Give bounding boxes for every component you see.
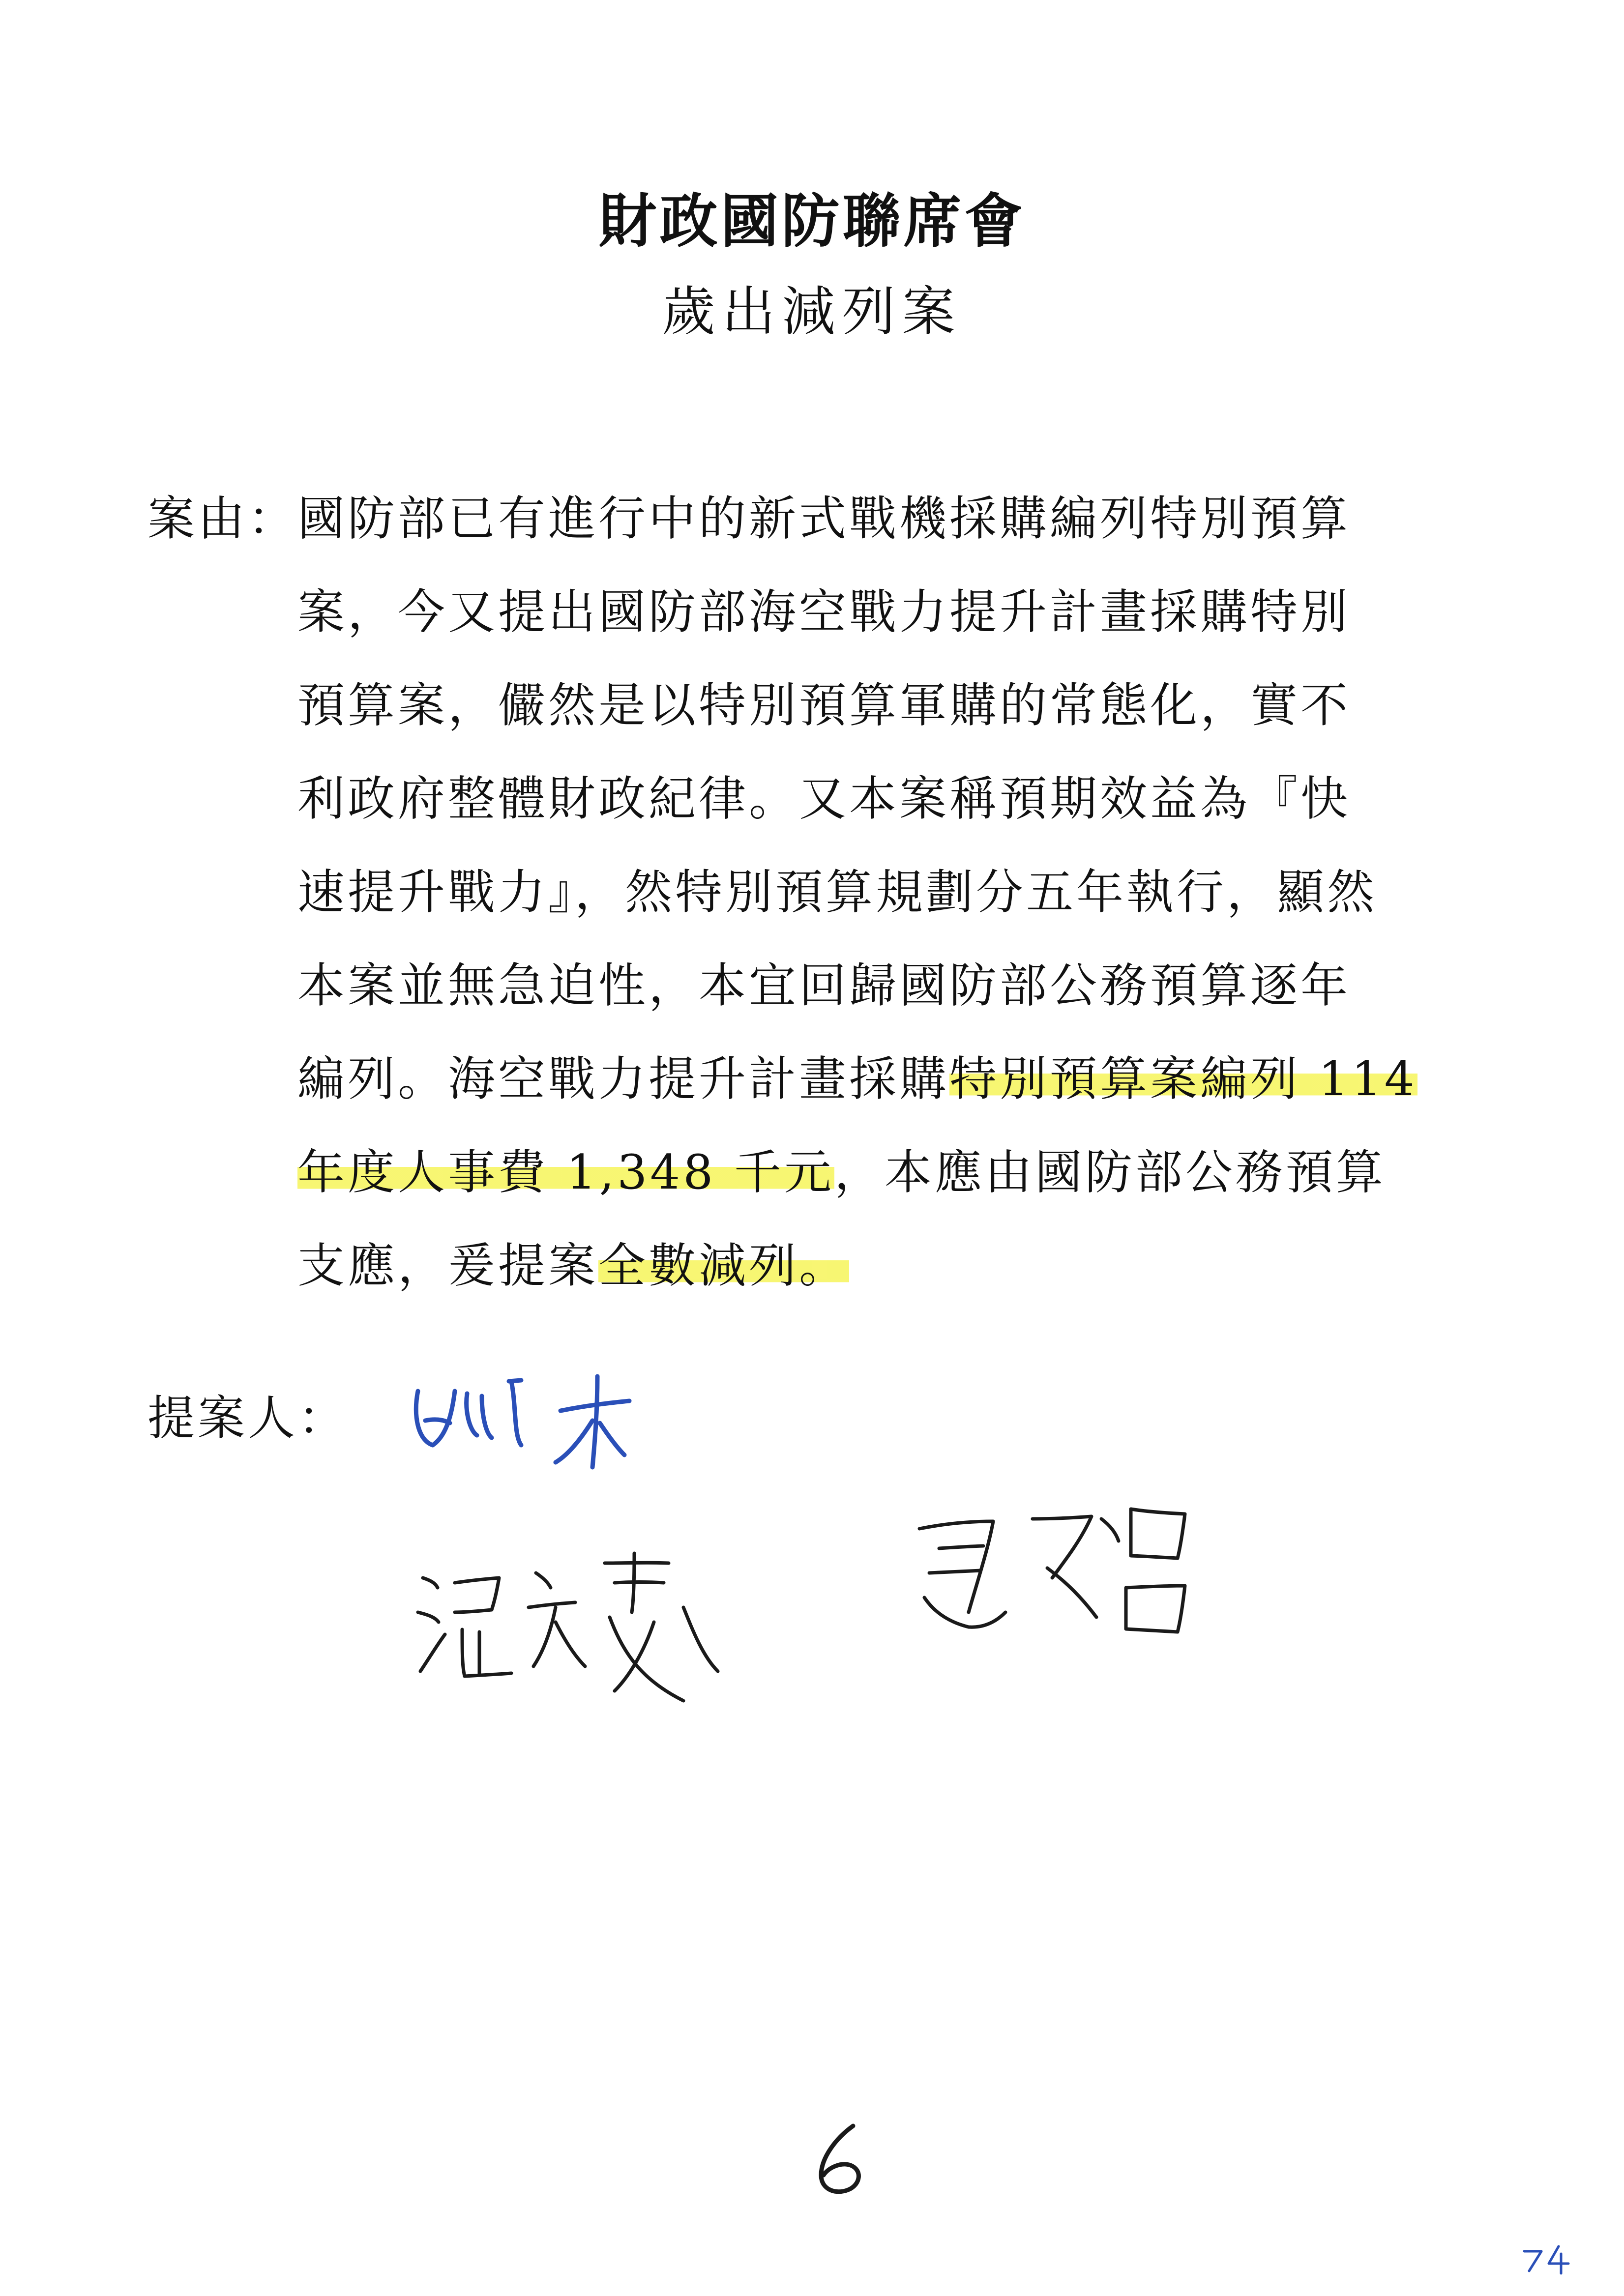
reason-text: 編列。海空戰力提升計畫採購 bbox=[297, 1051, 949, 1106]
signature-2 bbox=[408, 1543, 733, 1706]
reason-line-9 bbox=[297, 1239, 1473, 1293]
reason-text: 速提升戰力』，然特別預算規劃分五年執行，顯然 bbox=[297, 865, 1377, 920]
reason-line-7 bbox=[297, 1052, 1473, 1106]
reason-line-2 bbox=[297, 585, 1473, 639]
reason-line-8 bbox=[297, 1145, 1473, 1199]
reason-text: 預算案，儼然是以特別預算軍購的常態化，實不 bbox=[297, 678, 1351, 733]
reason-line-5 bbox=[297, 865, 1473, 919]
proposer-label: 提案人： bbox=[148, 1391, 348, 1446]
page-subtitle: 歲出減列案 bbox=[662, 281, 962, 343]
reason-line-1 bbox=[297, 492, 1473, 546]
reason-line-3 bbox=[297, 678, 1473, 732]
reason-text: 國防部已有進行中的新式戰機採購編列特別預算 bbox=[297, 491, 1351, 546]
reason-text: 支應，爰提案 bbox=[297, 1238, 598, 1293]
reason-line-4 bbox=[297, 772, 1473, 826]
reason-text: 利政府整體財政紀律。又本案稱預期效益為『快 bbox=[297, 771, 1351, 826]
reason-text: 案，今又提出國防部海空戰力提升計畫採購特別 bbox=[297, 584, 1351, 639]
signature-1 bbox=[398, 1362, 654, 1475]
page-title: 財政國防聯席會 bbox=[598, 187, 1026, 255]
reason-label: 案由： bbox=[148, 491, 298, 546]
signature-3 bbox=[910, 1499, 1205, 1661]
reason-text: 本案並無急迫性，本宜回歸國防部公務預算逐年 bbox=[297, 958, 1351, 1013]
reason-line-6 bbox=[297, 959, 1473, 1013]
corner-mark bbox=[1519, 2241, 1573, 2276]
highlighted-text: 全數減列。 bbox=[598, 1238, 849, 1293]
page-number bbox=[806, 2119, 875, 2197]
highlighted-text: 年度人事費 1,348 千元 bbox=[297, 1145, 834, 1200]
highlighted-text: 特別預算案編列 114 bbox=[949, 1051, 1417, 1106]
reason-text: ，本應由國防部公務預算 bbox=[834, 1145, 1386, 1200]
